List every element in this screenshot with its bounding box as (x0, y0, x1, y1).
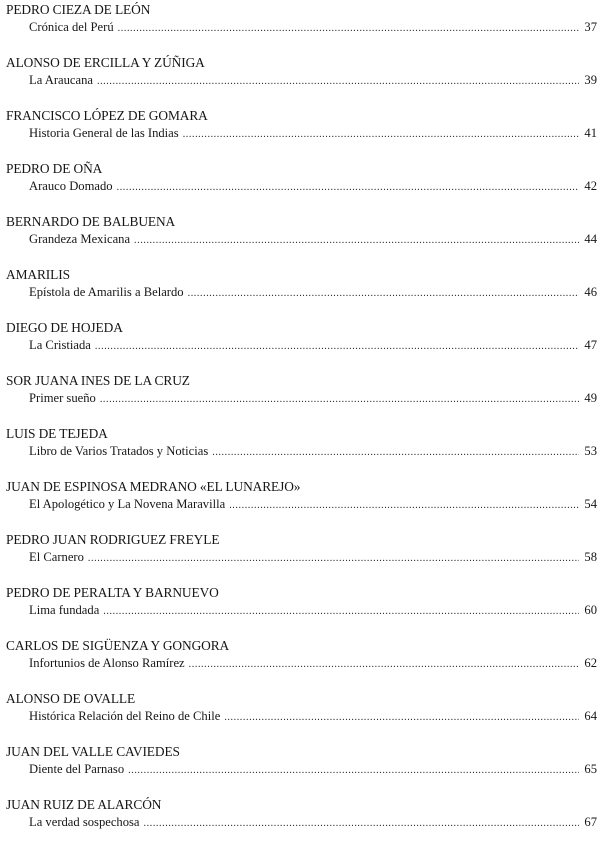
entry-title-line (29, 709, 597, 724)
entry-page-number: 58 (584, 550, 597, 564)
entry-title: Primer sueño (29, 391, 96, 405)
toc-entry (6, 583, 600, 636)
dot-leader (144, 818, 579, 829)
entry-author: JUAN DEL VALLE CAVIEDES (6, 744, 180, 759)
entry-title: Crónica del Perú (29, 20, 114, 34)
entry-title-line (29, 444, 597, 459)
entry-page-number: 60 (584, 603, 597, 617)
entry-title-line (29, 656, 597, 671)
entry-page-number: 39 (584, 73, 597, 87)
entry-author: ALONSO DE OVALLE (6, 691, 136, 706)
entry-title-line (29, 497, 597, 512)
entry-author: SOR JUANA INES DE LA CRUZ (6, 373, 190, 388)
toc-entry (6, 106, 600, 159)
entry-author: CARLOS DE SIGÜENZA Y GONGORA (6, 638, 230, 653)
dot-leader (229, 500, 579, 511)
dot-leader (183, 129, 579, 140)
toc-entry (6, 689, 600, 742)
dot-leader (128, 765, 579, 776)
entry-page-number: 44 (584, 232, 597, 246)
dot-leader (188, 288, 579, 299)
entry-author: JUAN DE ESPINOSA MEDRANO «EL LUNAREJO» (6, 479, 301, 494)
toc-entry (6, 265, 600, 318)
entry-title-line (29, 285, 597, 300)
entry-title-line (29, 126, 597, 141)
entry-page-number: 47 (584, 338, 597, 352)
entry-title-line (29, 73, 597, 88)
entry-title: El Carnero (29, 550, 84, 564)
toc-entry (6, 159, 600, 212)
entry-title: La Araucana (29, 73, 93, 87)
entry-title: La verdad sospechosa (29, 815, 140, 829)
toc-entry (6, 318, 600, 371)
dot-leader (103, 606, 579, 617)
entry-title: Epístola de Amarilis a Belardo (29, 285, 184, 299)
entry-author: ALONSO DE ERCILLA Y ZÚÑIGA (6, 55, 205, 70)
entry-page-number: 53 (584, 444, 597, 458)
entry-author: PEDRO DE PERALTA Y BARNUEVO (6, 585, 219, 600)
dot-leader (134, 235, 579, 246)
entry-title: Historia General de las Indias (29, 126, 179, 140)
toc-entry (6, 477, 600, 530)
entry-title: Libro de Varios Tratados y Noticias (29, 444, 209, 458)
entry-author: PEDRO DE OÑA (6, 161, 103, 176)
entry-title-line (29, 232, 597, 247)
toc-entry (6, 371, 600, 424)
entry-title-line (29, 815, 597, 830)
entry-title-line (29, 179, 597, 194)
table-of-contents (6, 0, 600, 848)
dot-leader (95, 341, 579, 352)
entry-page-number: 54 (584, 497, 597, 511)
dot-leader (212, 447, 579, 458)
entry-title: Diente del Parnaso (29, 762, 125, 776)
entry-title: Arauco Domado (29, 179, 113, 193)
entry-title-line (29, 391, 597, 406)
dot-leader (118, 23, 579, 34)
entry-page-number: 49 (584, 391, 597, 405)
toc-entry (6, 53, 600, 106)
dot-leader (97, 76, 579, 87)
entry-page-number: 64 (584, 709, 597, 723)
entry-title: La Cristiada (29, 338, 91, 352)
entry-author: DIEGO DE HOJEDA (6, 320, 123, 335)
entry-page-number: 41 (584, 126, 597, 140)
entry-title: Grandeza Mexicana (29, 232, 131, 246)
entry-page-number: 46 (584, 285, 597, 299)
entry-author: AMARILIS (6, 267, 70, 282)
entry-title: Histórica Relación del Reino de Chile (29, 709, 221, 723)
dot-leader (100, 394, 579, 405)
entry-title-line (29, 550, 597, 565)
toc-entry (6, 636, 600, 689)
entry-author: LUIS DE TEJEDA (6, 426, 108, 441)
entry-title: Lima fundada (29, 603, 100, 617)
entry-author: PEDRO CIEZA DE LEÓN (6, 2, 151, 17)
entry-page-number: 62 (584, 656, 597, 670)
entry-author: PEDRO JUAN RODRIGUEZ FREYLE (6, 532, 220, 547)
entry-page-number: 67 (584, 815, 597, 829)
toc-entry (6, 212, 600, 265)
entry-page-number: 37 (584, 20, 597, 34)
dot-leader (117, 182, 579, 193)
entry-page-number: 65 (584, 762, 597, 776)
entry-title-line (29, 338, 597, 353)
entry-title-line (29, 762, 597, 777)
toc-entry (6, 742, 600, 795)
toc-entry (6, 424, 600, 477)
entry-author: JUAN RUIZ DE ALARCÓN (6, 797, 162, 812)
entry-title: El Apologético y La Novena Maravilla (29, 497, 226, 511)
entry-author: FRANCISCO LÓPEZ DE GOMARA (6, 108, 208, 123)
entry-title-line (29, 603, 597, 618)
entry-author: BERNARDO DE BALBUENA (6, 214, 176, 229)
dot-leader (224, 712, 579, 723)
toc-entry (6, 795, 600, 848)
entry-title: Infortunios de Alonso Ramírez (29, 656, 185, 670)
dot-leader (88, 553, 579, 564)
entry-title-line (29, 20, 597, 35)
toc-entry (6, 530, 600, 583)
dot-leader (189, 659, 579, 670)
toc-entry (6, 0, 600, 53)
entry-page-number: 42 (584, 179, 597, 193)
